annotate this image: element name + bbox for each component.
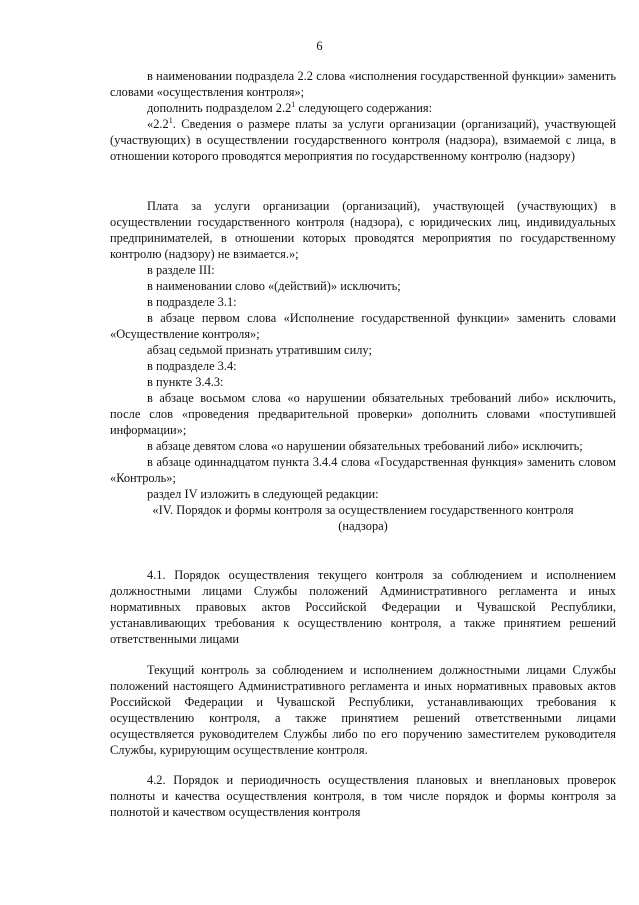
paragraph: в абзаце девятом слова «о нарушении обязательных требований либо» исключить; <box>147 439 583 453</box>
paragraph <box>110 100 616 116</box>
text-run: следующего содержания: <box>295 101 433 115</box>
paragraph: в абзаце восьмом слова «о нарушении обязательных требований либо» исключить, после слов «проведения предварительной проверки» дополнить словами «поступившей информации»; <box>110 391 616 437</box>
subsection-4-1-body <box>110 662 616 758</box>
subsection-4-1-heading <box>110 567 616 647</box>
subsection-heading: 4.1. Порядок осуществления текущего контроля за соблюдением и исполнением должностными лицами Службы положений Административного регламента и иных нормативных правовых актов Российской Федерации и Чувашской Республики, устанавливающих требования к осуществлению контроля, а также принятием решений ответственными лицами <box>110 568 616 646</box>
page-number: 6 <box>316 39 323 53</box>
section-heading-continuation: (надзора) <box>338 519 388 533</box>
text-run: дополнить подразделом 2.2 <box>147 101 292 115</box>
paragraph: раздел IV изложить в следующей редакции: <box>147 487 379 501</box>
paragraph: в наименовании подраздела 2.2 слова «исполнения государственной функции» заменить словами «осуществления контроля»; <box>110 69 616 99</box>
paragraph: в разделе III: <box>147 263 215 277</box>
amendments-middle <box>110 198 616 534</box>
amendments-top <box>110 68 616 164</box>
text-run: . Сведения о размере платы за услуги организации (организаций), участвующей (участвующих) в осуществлении государственного контроля (надзора), взимаемой с лица, в отношении которого проводятся мероприятия по государственному контролю (надзору) <box>110 117 616 163</box>
subsection-4-2-heading <box>110 772 616 820</box>
subsection-heading: 4.2. Порядок и периодичность осуществления плановых и внеплановых проверок полноты и качества осуществления контроля, в том числе порядок и формы контроля за полнотой и качеством осуществления контроля <box>110 773 616 819</box>
section-heading: «IV. Порядок и формы контроля за осуществлением государственного контроля <box>152 503 574 517</box>
paragraph: абзац седьмой признать утратившим силу; <box>147 343 372 357</box>
paragraph <box>110 116 616 164</box>
paragraph: в пункте 3.4.3: <box>147 375 224 389</box>
paragraph: в наименовании слово «(действий)» исключить; <box>147 279 401 293</box>
paragraph: Текущий контроль за соблюдением и исполнением должностными лицами Службы положений настоящего Административного регламента и иных нормативных правовых актов Российской Федерации и Чувашской Республики, устанавливающих требования к осуществлению контроля, а также принятием решений ответственными лицами осуществляется руководителем Службы либо по его поручению заместителем руководителя Службы, курирующим осуществление контроля. <box>110 663 616 757</box>
paragraph: в абзаце первом слова «Исполнение государственной функции» заменить словами «Осуществление контроля»; <box>110 311 616 341</box>
paragraph: в абзаце одиннадцатом пункта 3.4.4 слова «Государственная функция» заменить словом «Контроль»; <box>110 455 616 485</box>
paragraph: в подразделе 3.1: <box>147 295 237 309</box>
text-run: «2.2 <box>147 117 169 131</box>
superscript: 1 <box>291 99 296 109</box>
superscript: 1 <box>168 115 173 125</box>
paragraph: Плата за услуги организации (организаций), участвующей (участвующих) в осуществлении государственного контроля (надзора), с юридических лиц, индивидуальных предпринимателей, в отношении которых проводятся мероприятия по государственному контролю (надзору) не взимается.»; <box>110 199 616 261</box>
paragraph: в подразделе 3.4: <box>147 359 237 373</box>
